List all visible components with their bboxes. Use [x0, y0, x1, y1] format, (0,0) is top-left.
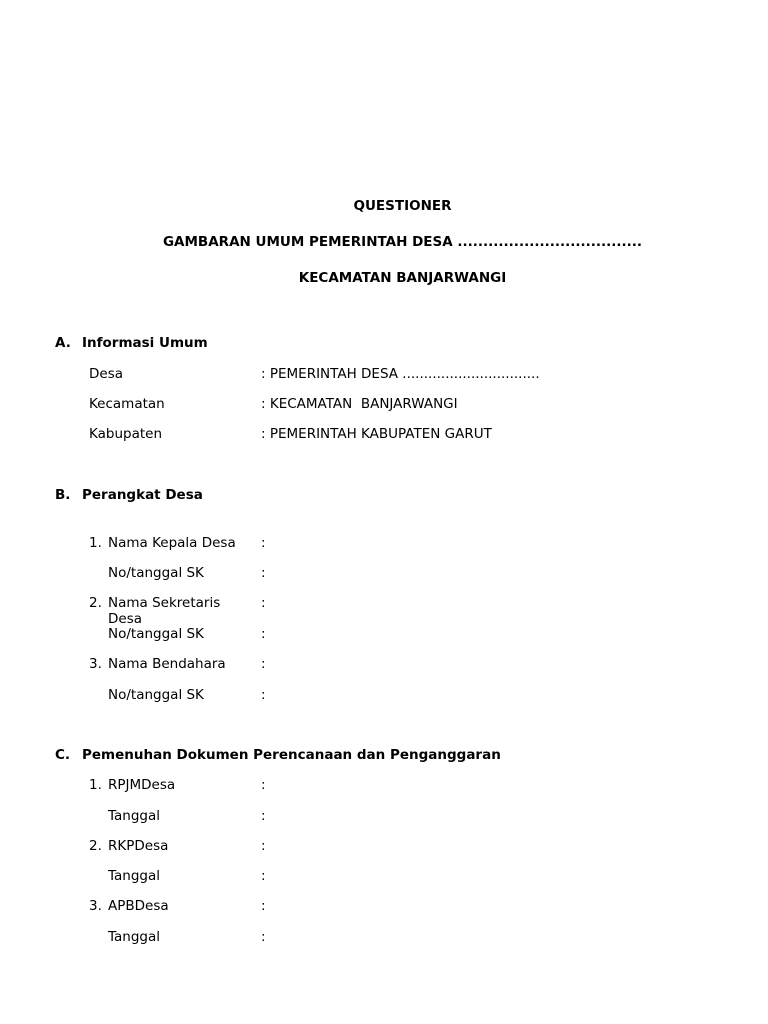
list-item-number: 2. [89, 595, 102, 611]
section-a-title: Informasi Umum [82, 335, 208, 351]
list-item-number: 1. [89, 777, 102, 793]
field-label-sk-bendahara: No/tanggal SK [108, 687, 204, 703]
field-label-tanggal-rpjm: Tanggal [108, 808, 161, 824]
field-label-kabupaten: Kabupaten [89, 426, 163, 442]
field-value-desa: : PEMERINTAH DESA ................................ [261, 366, 540, 382]
field-label-tanggal-rkp: Tanggal [108, 868, 161, 884]
field-label-sk-sekretaris: No/tanggal SK [108, 626, 204, 642]
list-item-number: 3. [89, 898, 102, 914]
field-colon: : [261, 565, 266, 581]
field-value-kabupaten: : PEMERINTAH KABUPATEN GARUT [261, 426, 492, 442]
field-label-apbdesa: APBDesa [108, 898, 169, 914]
field-label-rpjmdesa: RPJMDesa [108, 777, 176, 793]
field-colon: : [261, 535, 266, 551]
field-label-rkpdesa: RKPDesa [108, 838, 169, 854]
field-label-sk-kepala: No/tanggal SK [108, 565, 204, 581]
section-a-letter: A. [55, 335, 71, 351]
field-colon: : [261, 777, 266, 793]
section-b-letter: B. [55, 487, 71, 503]
field-label-tanggal-apb: Tanggal [108, 929, 161, 945]
section-c-letter: C. [55, 747, 71, 763]
field-label-sekretaris: Nama Sekretaris [108, 595, 221, 611]
list-item-number: 2. [89, 838, 102, 854]
field-label-kecamatan: Kecamatan [89, 396, 165, 412]
field-colon: : [261, 808, 266, 824]
field-value-kecamatan: : KECAMATAN BANJARWANGI [261, 396, 458, 412]
field-colon: : [261, 687, 266, 703]
field-label-bendahara: Nama Bendahara [108, 656, 226, 672]
field-colon: : [261, 656, 266, 672]
field-label-kepala-desa: Nama Kepala Desa [108, 535, 236, 551]
field-colon: : [261, 626, 266, 642]
list-item-number: 3. [89, 656, 102, 672]
document-title: QUESTIONER [353, 198, 452, 214]
field-colon: : [261, 595, 266, 611]
document-subtitle: GAMBARAN UMUM PEMERINTAH DESA .................................... [162, 234, 643, 250]
section-b-title: Perangkat Desa [82, 487, 203, 503]
section-c-title: Pemenuhan Dokumen Perencanaan dan Penganggaran [82, 747, 501, 763]
field-colon: : [261, 898, 266, 914]
list-item-number: 1. [89, 535, 102, 551]
field-label-desa: Desa [89, 366, 124, 382]
field-label-sekretaris-line2: Desa [108, 611, 143, 627]
field-colon: : [261, 838, 266, 854]
field-colon: : [261, 868, 266, 884]
district-heading: KECAMATAN BANJARWANGI [298, 270, 507, 286]
field-colon: : [261, 929, 266, 945]
